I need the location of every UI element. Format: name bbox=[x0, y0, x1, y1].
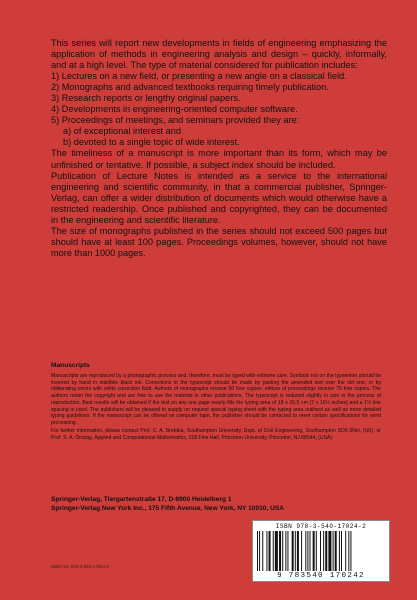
barcode-bar bbox=[320, 531, 321, 571]
publisher-addresses bbox=[51, 496, 391, 513]
material-item: 4) Developments in engineering-oriented computer software. bbox=[51, 104, 298, 115]
barcode-bar bbox=[266, 531, 267, 571]
barcode-bar bbox=[323, 531, 324, 571]
barcode-bar bbox=[345, 531, 346, 571]
barcode-bar bbox=[335, 531, 337, 571]
barcode-box bbox=[252, 520, 390, 582]
barcode-bar bbox=[257, 531, 258, 571]
material-item: 5) Proceedings of meetings, and seminars provided they are: bbox=[51, 115, 300, 126]
barcode-bar bbox=[292, 531, 294, 571]
barcode-bar bbox=[325, 531, 327, 571]
publication-paragraph: Publication of Lecture Notes is intended as a service to the international engineering and scientific community, in that a commercial publisher, Springer-Verlag, can offer a wider distribution of documents which would otherwise have a restricted readership. Once published and copyrighted, they can be documented in the engineering and scientific literature. bbox=[51, 170, 387, 225]
barcode-bar bbox=[269, 531, 271, 571]
isbn-text: ISBN-13: 978-3-540-17024-2 bbox=[51, 564, 110, 569]
barcode-bar bbox=[341, 531, 342, 571]
barcode-bar bbox=[316, 531, 317, 571]
series-description bbox=[51, 38, 387, 259]
barcode-icon bbox=[257, 531, 385, 571]
barcode-bar bbox=[279, 531, 281, 571]
intro-paragraph: This series will report new developments in fields of engineering emphasizing the application of methods in engineering analysis and design – quickly, informally, and at a high level. The type of material considered for publication includes: bbox=[51, 38, 387, 71]
barcode-isbn: ISBN 978-3-540-17024-2 bbox=[275, 523, 367, 530]
material-subitem: a) of exceptional interest and bbox=[63, 126, 181, 137]
timeliness-paragraph: The timeliness of a manuscript is more important than its form, which may be unfinished or tentative. If possible, a subject index should be included. bbox=[51, 148, 387, 170]
contact-info: For further information, please contact Prof. C. A. Brebbia, Southampton University, Dept. of Civil Engineering, Southampton SO9 5NH, (UK), or Prof. S. A. Orszag, Applied and Computational Mathematics, 218 Fine Hall, Princeton University, Princeton, NJ 08544, (USA). bbox=[51, 427, 381, 441]
barcode-bar bbox=[285, 531, 286, 571]
material-item: 1) Lectures on a new field, or presenting a new angle on a classical field. bbox=[51, 71, 347, 82]
barcode-bar bbox=[305, 531, 306, 571]
barcode-digits: 9 783540 170242 bbox=[277, 572, 365, 580]
barcode-bar bbox=[262, 531, 263, 571]
manuscripts-section bbox=[51, 363, 381, 441]
barcode-bar bbox=[282, 531, 283, 571]
manuscripts-heading: Manuscripts bbox=[51, 362, 90, 369]
publisher-address-heidelberg: Springer-Verlag, Tiergartenstraße 17, D-6900 Heidelberg 1 bbox=[51, 496, 232, 503]
barcode-bar bbox=[310, 531, 311, 571]
publisher-address-newyork: Springer-Verlag New York Inc., 175 Fifth Avenue, New York, NY 10010, USA bbox=[51, 504, 285, 512]
barcode-bar bbox=[301, 531, 302, 571]
barcode-bar bbox=[275, 531, 278, 571]
barcode-bar bbox=[295, 531, 296, 571]
barcode-bar bbox=[259, 531, 260, 571]
material-item: 2) Monographs and advanced textbooks requiring timely publication. bbox=[51, 82, 329, 93]
barcode-bar bbox=[350, 531, 351, 571]
barcode-bar bbox=[328, 531, 331, 571]
barcode-bar bbox=[339, 531, 340, 571]
barcode-bar bbox=[297, 531, 299, 571]
size-paragraph: The size of monographs published in the series should not exceed 500 pages but should have at least 100 pages. Proceedings volumes, however, should not have more than 1000 pages. bbox=[51, 225, 387, 258]
material-list bbox=[51, 71, 387, 148]
material-item: 3) Research reports or lengthy original papers. bbox=[51, 93, 241, 104]
barcode-bar bbox=[333, 531, 334, 571]
barcode-bar bbox=[348, 531, 349, 571]
barcode-bar bbox=[307, 531, 308, 571]
manuscripts-instructions: Manuscripts are reproduced by a photographic process and, therefore, must be typed with extreme care. Symbols not on the typewriter should be inserted by hand in indelible black ink. Corrections to the typescript should be made by pasting the amended text over the old one, or by obliterating errors with white correction fluid. Authors of monographs receive 50 free copies; editors of proceedings receive 75 free copies. The authors retain the copyright and are free to use the material in other publications. The typescript is reduced slightly in size in the process of reproduction. Best results will be obtained if the text on any one page nearly fills the typing area of 18 x 26,5 cm (7 x 10½ inches) and a 1½ line spacing is used. The publishers will be pleased to supply on request special typing sheet with the typing area outlined as well as more detailed typing guidelines. If the manuscript can be offered on computer tape, the publisher should be contacted to meet certain specifications for word processing. bbox=[51, 372, 381, 426]
barcode-bar bbox=[273, 531, 274, 571]
barcode-bar bbox=[313, 531, 315, 571]
material-subitem: b) devoted to a single topic of wide interest. bbox=[63, 137, 240, 148]
barcode-bar bbox=[287, 531, 288, 571]
